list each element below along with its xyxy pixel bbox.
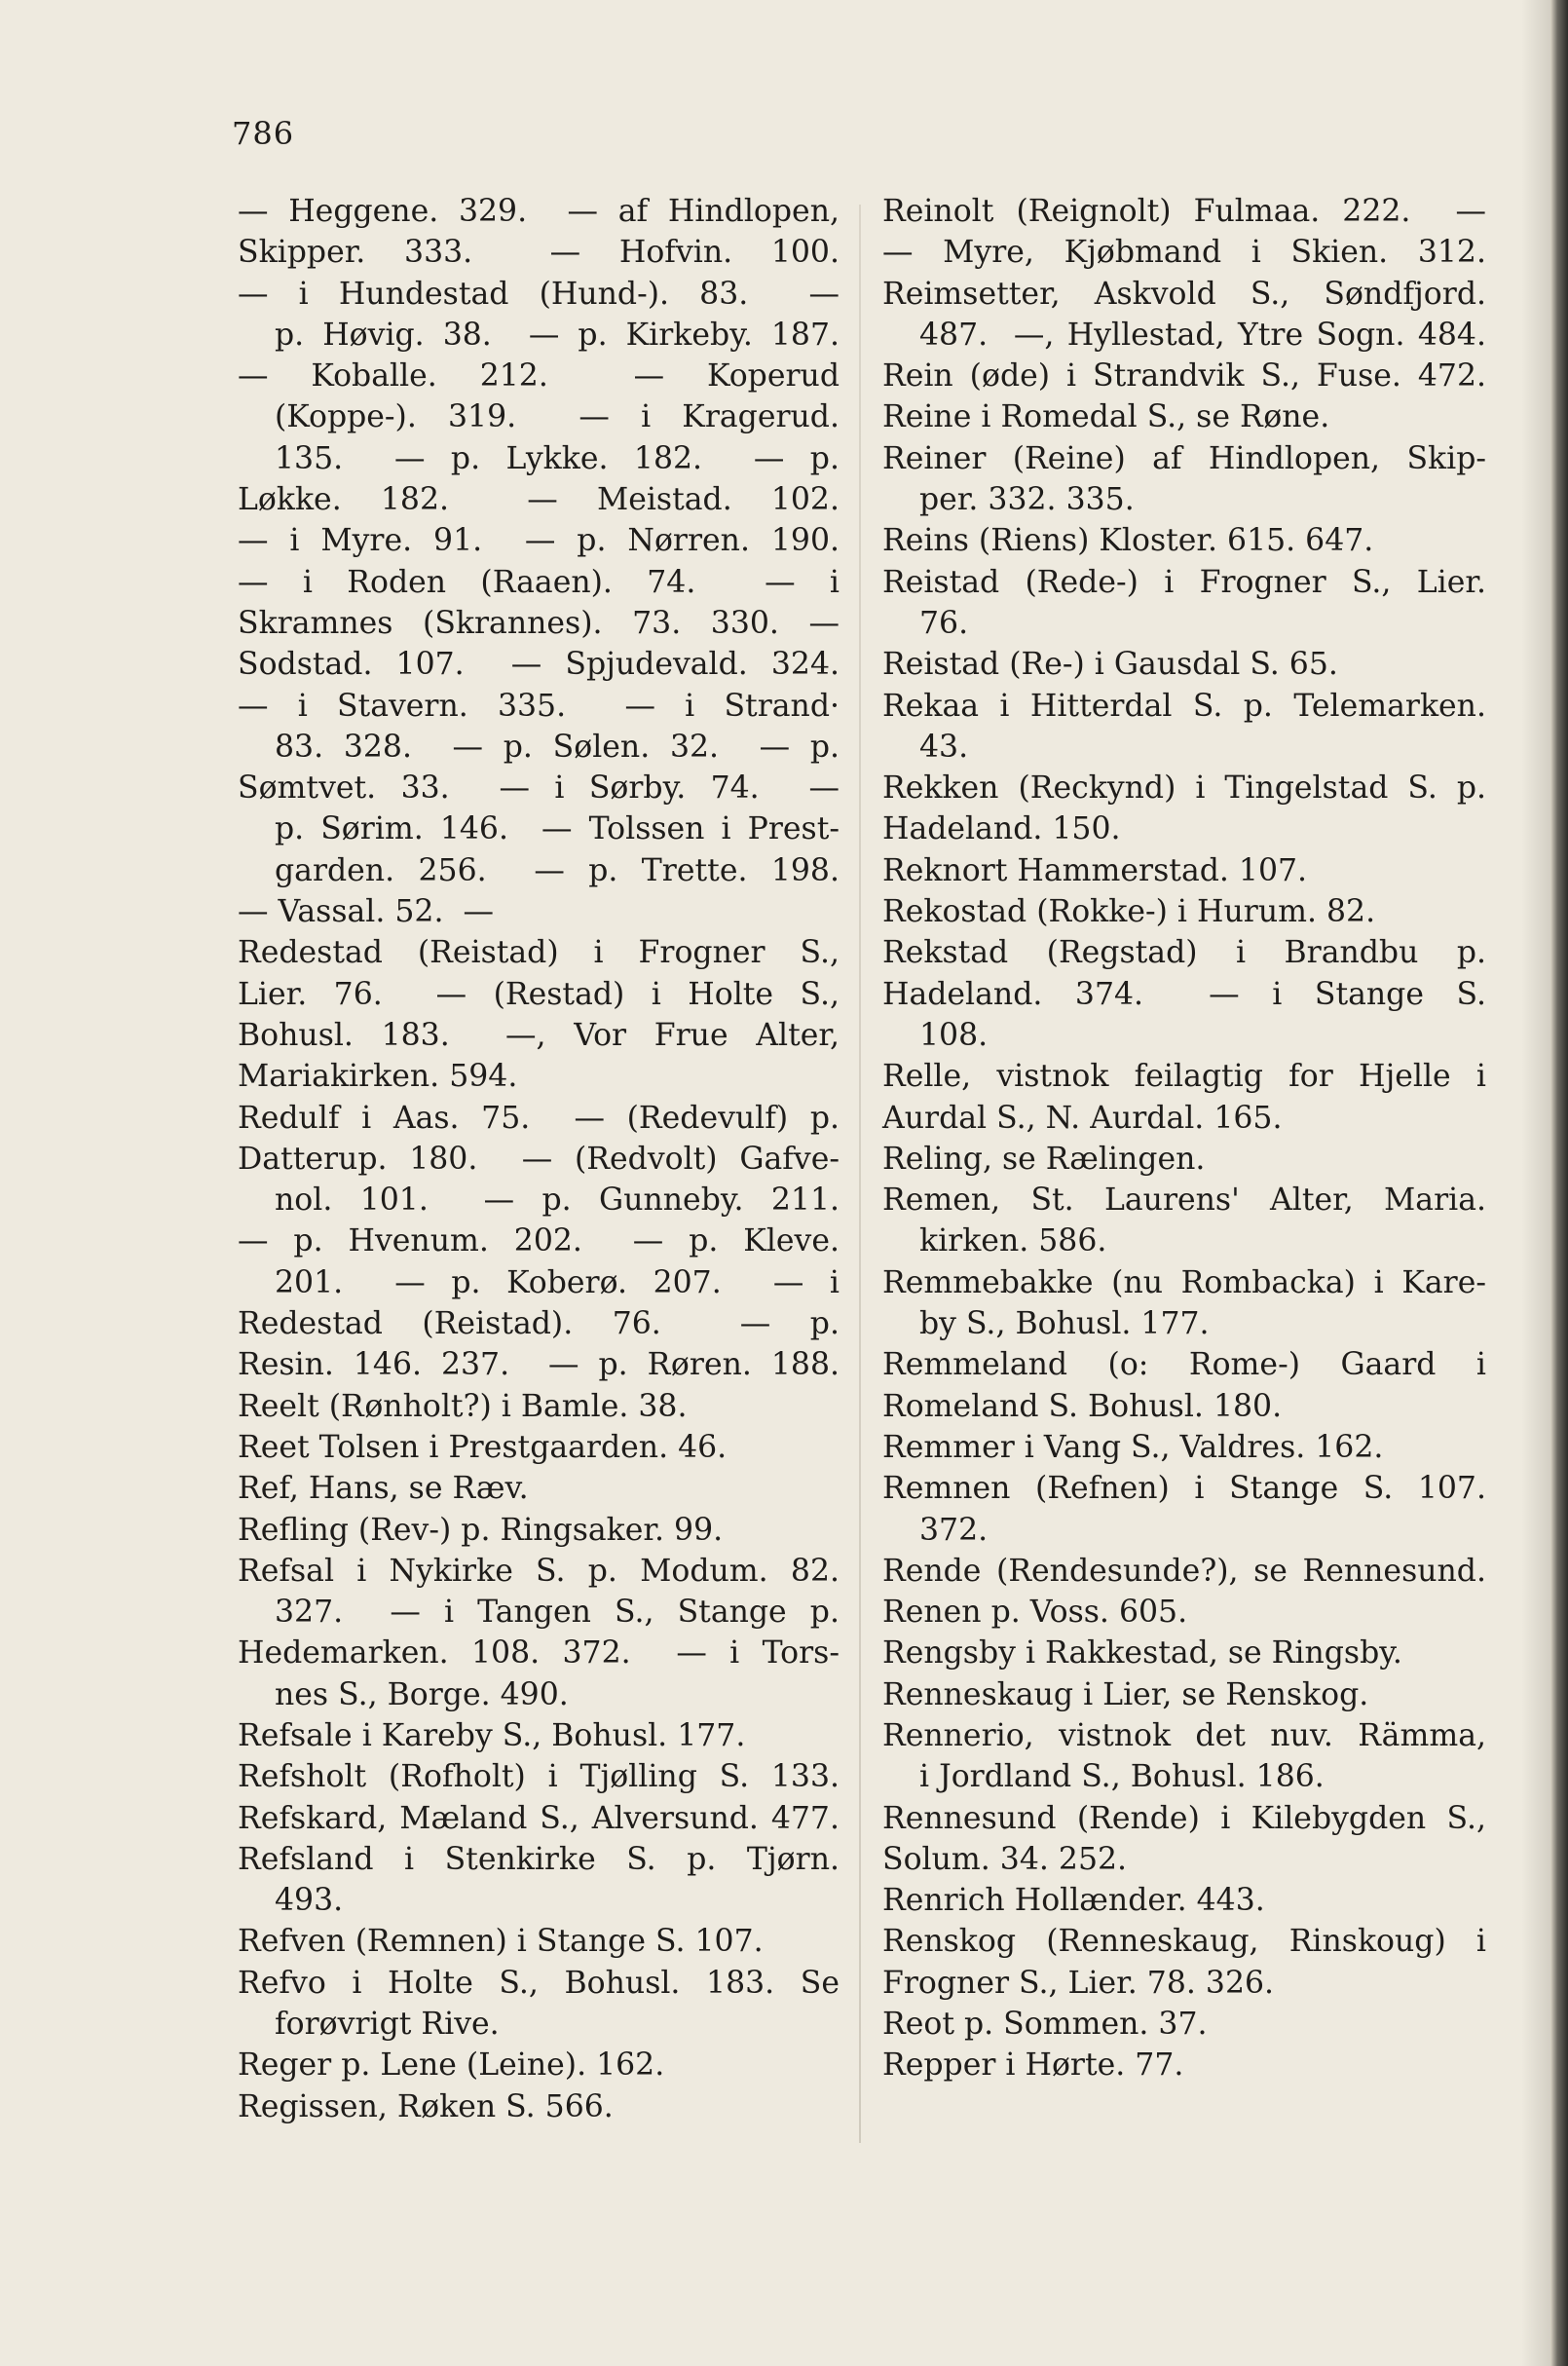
index-line: Reiner (Reine) af Hindlopen, Skip- xyxy=(882,440,1486,476)
index-line: Redestad (Reistad) i Frogner S., xyxy=(238,935,840,971)
index-line: Remen, St. Laurens' Alter, Maria. xyxy=(882,1183,1486,1219)
index-line: 76. xyxy=(919,605,969,641)
index-line: Ref, Hans, se Ræv. xyxy=(238,1471,529,1507)
index-line: Hedemarken. 108. 372. — i Tors- xyxy=(238,1635,840,1671)
index-line: Reinolt (Reignolt) Fulmaa. 222. — xyxy=(882,194,1486,229)
index-line: 83. 328. — p. Sølen. 32. — p. xyxy=(275,729,840,765)
index-line: Remmebakke (nu Rombacka) i Kare- xyxy=(882,1264,1486,1300)
index-line: Rekaa i Hitterdal S. p. Telemarken. xyxy=(882,688,1486,724)
index-line: Hadeland. 150. xyxy=(882,811,1121,847)
index-line: 43. xyxy=(919,729,969,765)
index-line: Renrich Hollænder. 443. xyxy=(882,1883,1265,1919)
index-line: Rekstad (Regstad) i Brandbu p. xyxy=(882,935,1486,971)
index-line: Rennerio, vistnok det nuv. Rämma, xyxy=(882,1717,1486,1753)
index-line: Hadeland. 374. — i Stange S. xyxy=(882,976,1486,1012)
page-number: 786 xyxy=(232,115,295,152)
index-line: Repper i Hørte. 77. xyxy=(882,2047,1184,2084)
index-line: garden. 256. — p. Trette. 198. xyxy=(275,852,840,888)
index-line: Sømtvet. 33. — i Sørby. 74. — xyxy=(238,770,840,807)
index-line: p. Høvig. 38. — p. Kirkeby. 187. xyxy=(275,317,840,353)
index-column-right xyxy=(882,191,1486,2086)
index-line: Rengsby i Rakkestad, se Ringsby. xyxy=(882,1635,1402,1671)
index-line: Renneskaug i Lier, se Renskog. xyxy=(882,1676,1369,1712)
index-line: — i Hundestad (Hund-). 83. — xyxy=(238,276,840,312)
index-line: Refsale i Kareby S., Bohusl. 177. xyxy=(238,1717,746,1753)
index-line: Reine i Romedal S., se Røne. xyxy=(882,399,1330,435)
index-line: — i Myre. 91. — p. Nørren. 190. xyxy=(238,523,840,559)
index-line: (Koppe-). 319. — i Kragerud. xyxy=(275,399,840,435)
index-line: Rekken (Reckynd) i Tingelstad S. p. xyxy=(882,770,1486,807)
index-line: Lier. 76. — (Restad) i Holte S., xyxy=(238,976,840,1012)
index-line: Refsland i Stenkirke S. p. Tjørn. xyxy=(238,1841,840,1877)
index-line: Skramnes (Skrannes). 73. 330. — xyxy=(238,605,840,641)
index-line: 135. — p. Lykke. 182. — p. xyxy=(275,440,840,476)
index-line: Redulf i Aas. 75. — (Redevulf) p. xyxy=(238,1100,840,1136)
index-line: Reot p. Sommen. 37. xyxy=(882,2007,1208,2043)
index-line: Aurdal S., N. Aurdal. 165. xyxy=(882,1100,1283,1136)
index-line: 201. — p. Koberø. 207. — i xyxy=(275,1264,840,1300)
index-line: Frogner S., Lier. 78. 326. xyxy=(882,1965,1275,2001)
index-line: Rennesund (Rende) i Kilebygden S., xyxy=(882,1800,1486,1836)
index-line: Mariakirken. 594. xyxy=(238,1059,518,1095)
index-line: Bohusl. 183. —, Vor Frue Alter, xyxy=(238,1017,840,1053)
index-line: — Heggene. 329. — af Hindlopen, xyxy=(238,194,840,229)
index-line: Rein (øde) i Strandvik S., Fuse. 472. xyxy=(882,358,1486,394)
index-line: — i Stavern. 335. — i Strand· xyxy=(238,688,840,724)
index-line: Reelt (Rønholt?) i Bamle. 38. xyxy=(238,1388,688,1424)
index-line: Regissen, Røken S. 566. xyxy=(238,2088,614,2124)
index-line: p. Sørim. 146. — Tolssen i Prest- xyxy=(275,811,840,847)
index-line: Remmeland (o: Rome-) Gaard i xyxy=(882,1347,1486,1383)
index-line: Reet Tolsen i Prestgaarden. 46. xyxy=(238,1429,728,1465)
index-line: nes S., Borge. 490. xyxy=(275,1676,569,1712)
index-line: Reger p. Lene (Leine). 162. xyxy=(238,2047,665,2084)
index-line: — Vassal. 52. — xyxy=(238,894,494,930)
index-column-left xyxy=(238,191,840,2127)
index-line: 487. —, Hyllestad, Ytre Sogn. 484. xyxy=(919,317,1486,353)
index-line: Reistad (Re-) i Gausdal S. 65. xyxy=(882,647,1338,683)
index-line: Refling (Rev-) p. Ringsaker. 99. xyxy=(238,1512,724,1548)
index-line: Romeland S. Bohusl. 180. xyxy=(882,1388,1283,1424)
page-edge-shadow xyxy=(1521,0,1550,2366)
index-line: Reimsetter, Askvold S., Søndfjord. xyxy=(882,276,1486,312)
index-line: per. 332. 335. xyxy=(919,482,1135,518)
index-line: nol. 101. — p. Gunneby. 211. xyxy=(275,1183,840,1219)
index-line: forøvrigt Rive. xyxy=(275,2007,500,2043)
index-line: Rekostad (Rokke-) i Hurum. 82. xyxy=(882,894,1376,930)
index-line: 327. — i Tangen S., Stange p. xyxy=(275,1595,840,1631)
index-line: — Koballe. 212. — Koperud xyxy=(238,358,840,394)
index-line: Solum. 34. 252. xyxy=(882,1841,1128,1877)
book-spine-edge xyxy=(1550,0,1568,2366)
index-line: Refskard, Mæland S., Alversund. 477. xyxy=(238,1800,840,1836)
column-divider xyxy=(859,205,861,2143)
index-line: Redestad (Reistad). 76. — p. xyxy=(238,1306,840,1342)
index-line: 372. xyxy=(919,1512,989,1548)
index-line: Reins (Riens) Kloster. 615. 647. xyxy=(882,523,1374,559)
index-line: Remnen (Refnen) i Stange S. 107. xyxy=(882,1471,1486,1507)
index-line: Reknort Hammerstad. 107. xyxy=(882,852,1308,888)
index-line: Reistad (Rede-) i Frogner S., Lier. xyxy=(882,564,1486,600)
index-line: Renen p. Voss. 605. xyxy=(882,1595,1188,1631)
index-line: Remmer i Vang S., Valdres. 162. xyxy=(882,1429,1384,1465)
index-line: i Jordland S., Bohusl. 186. xyxy=(919,1759,1325,1795)
index-line: Relle, vistnok feilagtig for Hjelle i xyxy=(882,1059,1486,1095)
index-line: Sodstad. 107. — Spjudevald. 324. xyxy=(238,647,840,683)
index-line: Refvo i Holte S., Bohusl. 183. Se xyxy=(238,1965,840,2001)
index-line: Datterup. 180. — (Redvolt) Gafve- xyxy=(238,1141,840,1177)
index-line: Skipper. 333. — Hofvin. 100. xyxy=(238,235,840,271)
index-line: — p. Hvenum. 202. — p. Kleve. xyxy=(238,1223,840,1259)
index-line: 108. xyxy=(919,1017,989,1053)
index-line: kirken. 586. xyxy=(919,1223,1107,1259)
index-line: — Myre, Kjøbmand i Skien. 312. xyxy=(882,235,1486,271)
index-line: — i Roden (Raaen). 74. — i xyxy=(238,564,840,600)
index-line: Refsholt (Rofholt) i Tjølling S. 133. xyxy=(238,1759,840,1795)
index-line: Refven (Remnen) i Stange S. 107. xyxy=(238,1924,764,1960)
index-line: Refsal i Nykirke S. p. Modum. 82. xyxy=(238,1553,840,1589)
index-line: Rende (Rendesunde?), se Rennesund. xyxy=(882,1553,1486,1589)
index-line: by S., Bohusl. 177. xyxy=(919,1306,1210,1342)
index-line: Løkke. 182. — Meistad. 102. xyxy=(238,482,840,518)
index-line: Reling, se Rælingen. xyxy=(882,1141,1206,1177)
index-line: Renskog (Renneskaug, Rinskoug) i xyxy=(882,1924,1486,1960)
index-line: Resin. 146. 237. — p. Røren. 188. xyxy=(238,1347,840,1383)
index-line: 493. xyxy=(275,1883,344,1919)
